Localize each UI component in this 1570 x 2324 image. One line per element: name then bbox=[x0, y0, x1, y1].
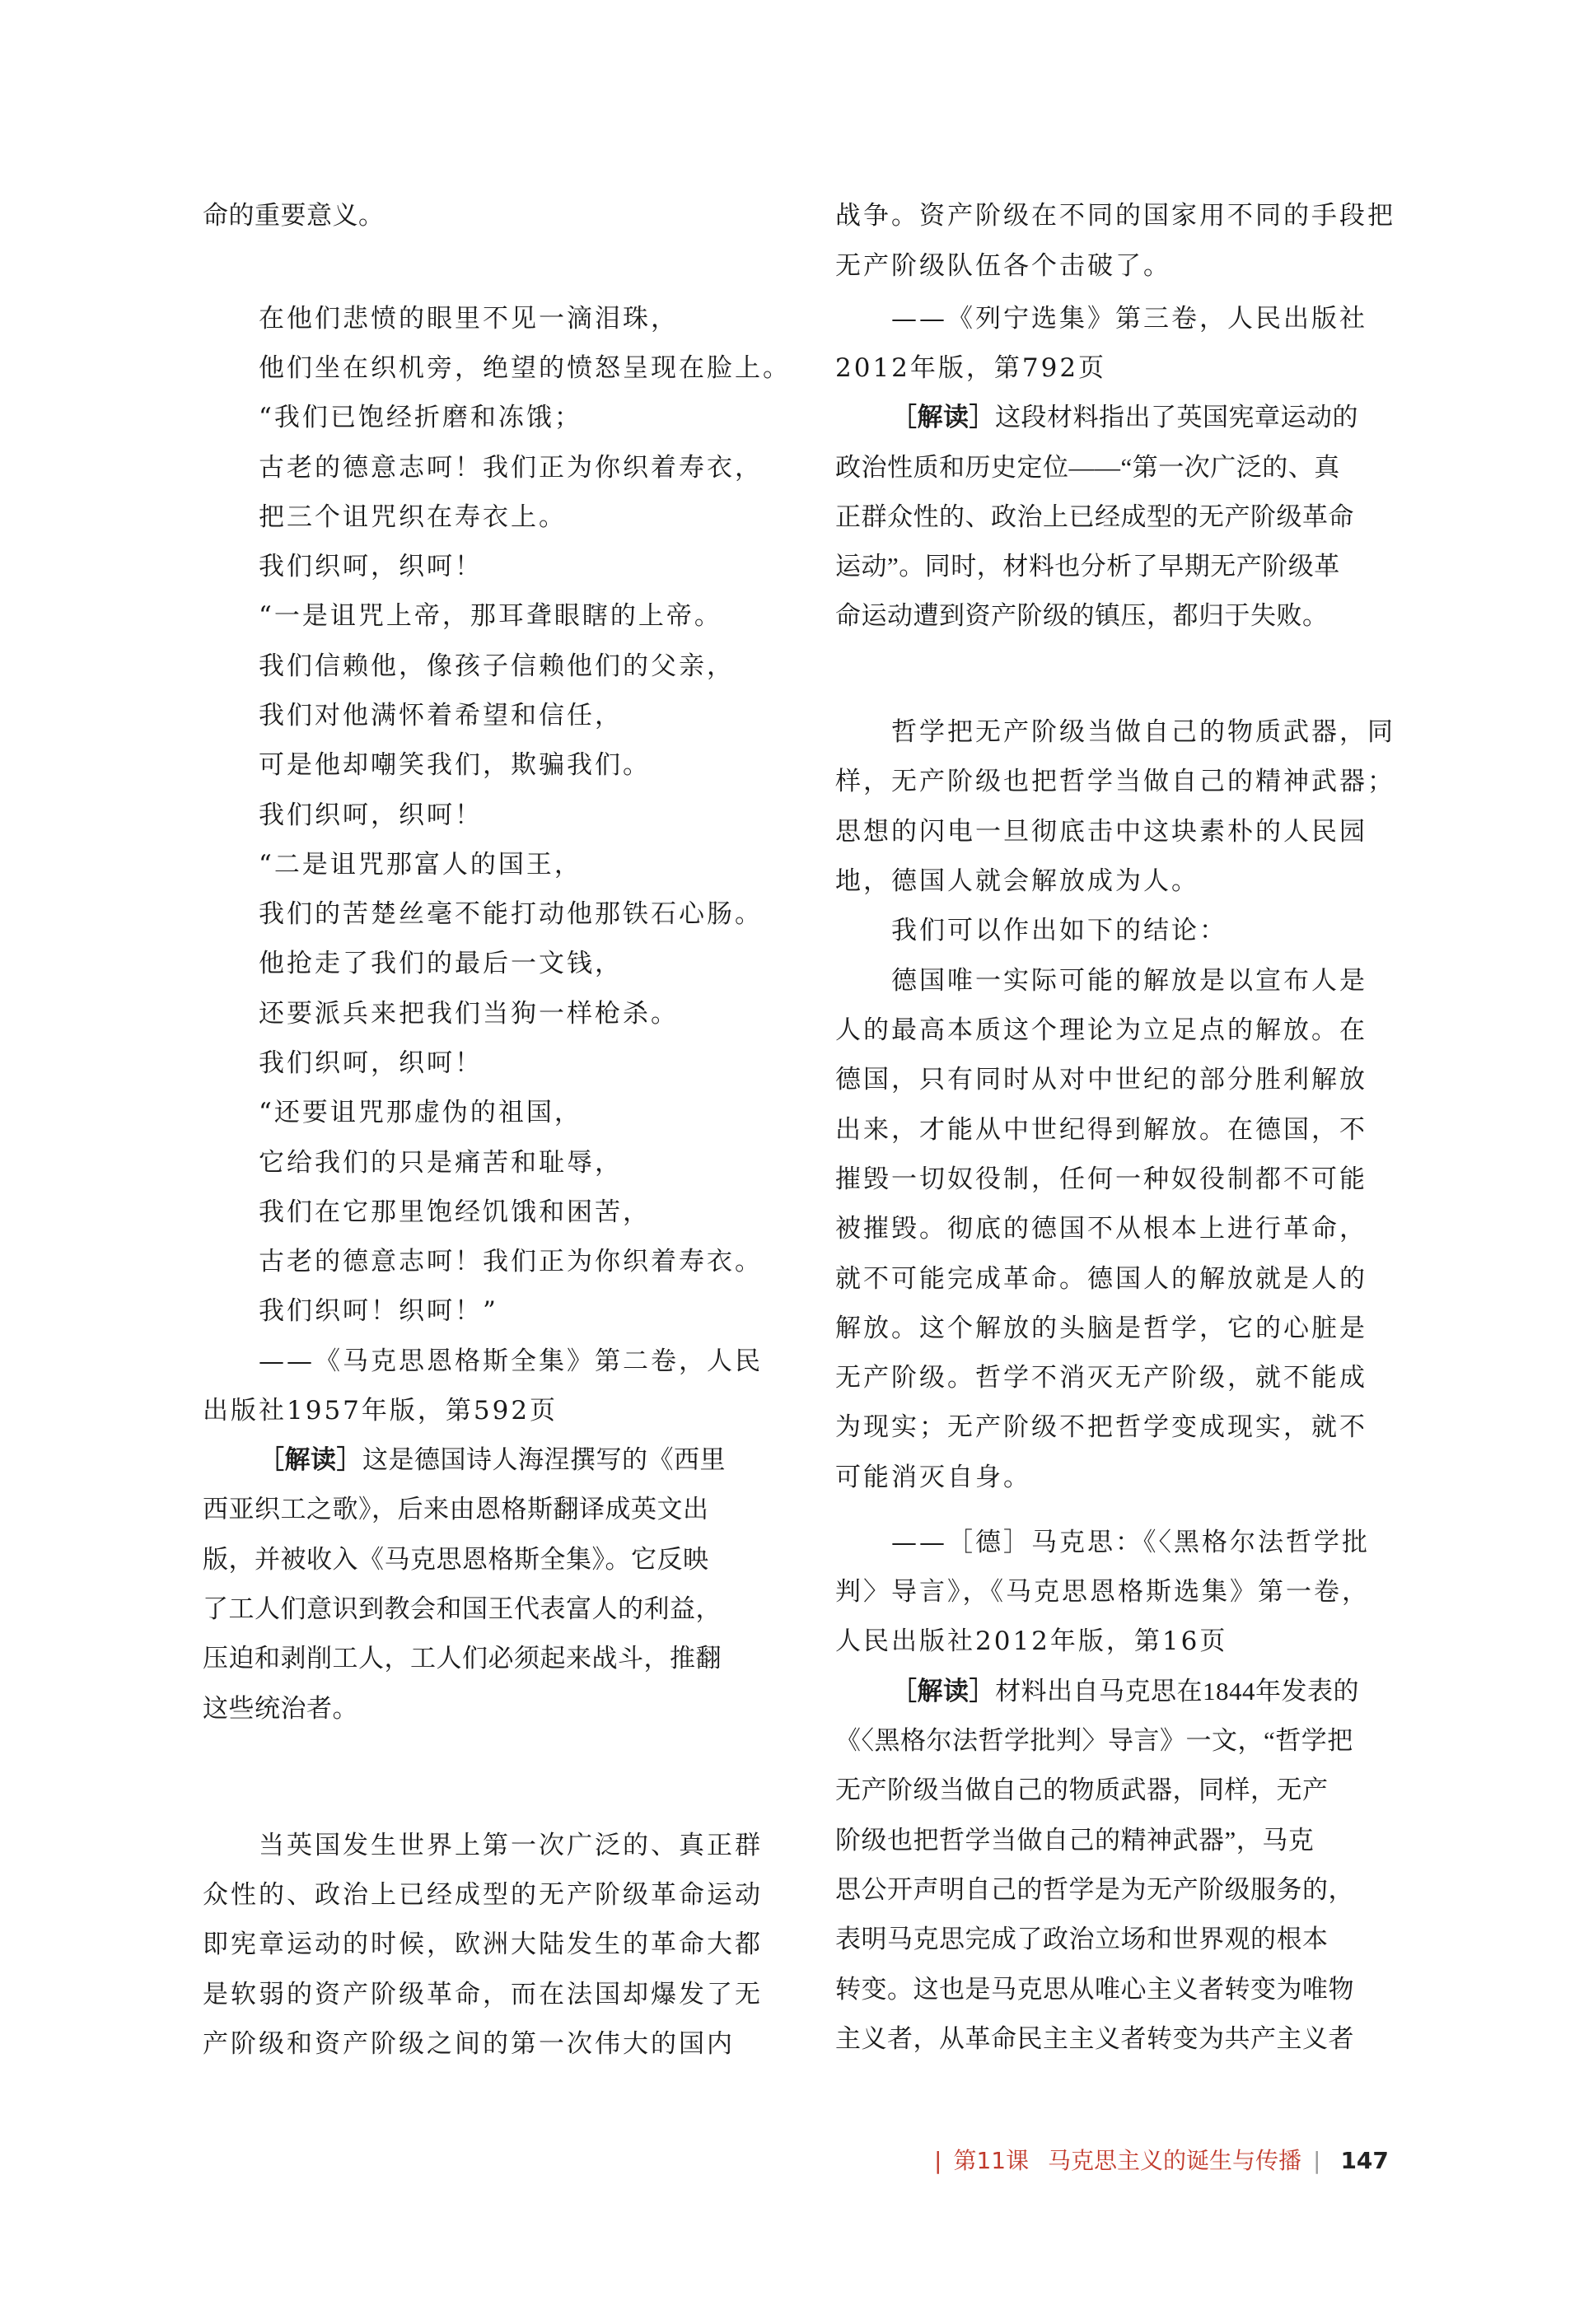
footer-divider: | bbox=[1313, 2147, 1321, 2174]
poem-line: 我们织呵，织呵！ bbox=[259, 552, 483, 581]
poem-line: 我们对他满怀着希望和信任， bbox=[259, 701, 623, 730]
poem-line: 我们织呵！织呵！” bbox=[259, 1296, 498, 1326]
reading-line: 压迫和剥削工人，工人们必须起来战斗，推翻 bbox=[203, 1644, 722, 1673]
quote-line: 众性的、政治上已经成型的无产阶级革命运动 bbox=[203, 1880, 763, 1910]
source-citation: ——《马克思恩格斯全集》第二卷，人民 bbox=[259, 1346, 763, 1376]
quote-line: 产阶级和资产阶级之间的第一次伟大的国内 bbox=[203, 2029, 735, 2059]
quote-line: 人的最高本质这个理论为立足点的解放。在 bbox=[835, 1015, 1367, 1045]
source-citation: 判〉导言》，《马克思恩格斯选集》第一卷， bbox=[835, 1577, 1370, 1607]
reading-line: 版，并被收入《马克思恩格斯全集》。它反映 bbox=[203, 1545, 709, 1574]
poem-line: 他们坐在织机旁，绝望的愤怒呈现在脸上。 bbox=[259, 353, 791, 383]
poem-line: 我们织呵，织呵！ bbox=[259, 800, 483, 830]
poem-line: “我们已饱经折磨和冻饿； bbox=[259, 403, 582, 432]
quote-line: 我们可以作出如下的结论： bbox=[891, 916, 1227, 945]
reading-line: 正群众性的、政治上已经成型的无产阶级革命 bbox=[835, 502, 1354, 531]
reading-line: 运动”。同时，材料也分析了早期无产阶级革 bbox=[835, 552, 1340, 581]
source-citation: ——［德］马克思：《〈黑格尔法哲学批 bbox=[891, 1528, 1370, 1557]
quote-line: 样，无产阶级也把哲学当做自己的精神武器； bbox=[835, 767, 1395, 796]
quote-line: 摧毁一切奴役制，任何一种奴役制都不可能 bbox=[835, 1164, 1367, 1194]
reading-line: 《〈黑格尔法哲学批判〉导言》一文，“哲学把 bbox=[835, 1726, 1353, 1755]
quote-line: 思想的闪电一旦彻底击中这块素朴的人民园 bbox=[835, 817, 1367, 847]
quote-line: 被摧毁。彻底的德国不从根本上进行革命， bbox=[835, 1214, 1367, 1244]
quote-line: 可能消灭自身。 bbox=[835, 1463, 1031, 1492]
reading-line: 转变。这也是马克思从唯心主义者转变为唯物 bbox=[835, 1975, 1354, 2004]
reading-line: 了工人们意识到教会和国王代表富人的利益， bbox=[203, 1594, 722, 1623]
reading-line: 阶级也把哲学当做自己的精神武器”，马克 bbox=[835, 1826, 1315, 1855]
poem-line: 它给我们的只是痛苦和耻辱， bbox=[259, 1148, 623, 1178]
reading-line: 表明马克思完成了政治立场和世界观的根本 bbox=[835, 1925, 1329, 1953]
quote-line: 德国唯一实际可能的解放是以宣布人是 bbox=[891, 966, 1367, 996]
text-line: 命的重要意义。 bbox=[203, 201, 385, 230]
page-footer bbox=[923, 2144, 1389, 2177]
reading-label: ［解读］ bbox=[891, 1677, 995, 1706]
quote-line: 哲学把无产阶级当做自己的物质武器，同 bbox=[891, 717, 1395, 747]
source-citation: ——《列宁选集》第三卷，人民出版社 bbox=[891, 304, 1367, 334]
quote-line: 就不可能完成革命。德国人的解放就是人的 bbox=[835, 1264, 1367, 1294]
reading-line: 这些统治者。 bbox=[203, 1694, 358, 1723]
quote-line: 是软弱的资产阶级革命，而在法国却爆发了无 bbox=[203, 1980, 763, 2009]
reading-line: ［解读］这段材料指出了英国宪章运动的 bbox=[891, 403, 1358, 432]
reading-line: 无产阶级当做自己的物质武器，同样，无产 bbox=[835, 1776, 1329, 1804]
reading-line: 政治性质和历史定位——“第一次广泛的、真 bbox=[835, 453, 1340, 482]
poem-line: “一是诅咒上帝，那耳聋眼瞎的上帝。 bbox=[259, 601, 722, 631]
poem-line: 我们在它那里饱经饥饿和困苦， bbox=[259, 1197, 651, 1227]
poem-line: 还要派兵来把我们当狗一样枪杀。 bbox=[259, 999, 679, 1029]
poem-line: 在他们悲愤的眼里不见一滴泪珠， bbox=[259, 304, 679, 334]
reading-line: 命运动遭到资产阶级的镇压，都归于失败。 bbox=[835, 601, 1329, 630]
reading-line: 西亚织工之歌》，后来由恩格斯翻译成英文出 bbox=[203, 1495, 709, 1524]
reading-line: ［解读］材料出自马克思在1844年发表的 bbox=[891, 1677, 1359, 1706]
reading-line: 主义者，从革命民主主义者转变为共产主义者 bbox=[835, 2024, 1354, 2053]
poem-line: 他抢走了我们的最后一文钱， bbox=[259, 949, 623, 978]
reading-label: ［解读］ bbox=[891, 403, 995, 432]
poem-line: “二是诅咒那富人的国王， bbox=[259, 850, 582, 880]
poem-line: 古老的德意志呵！我们正为你织着寿衣， bbox=[259, 453, 763, 483]
poem-line: 可是他却嘲笑我们，欺骗我们。 bbox=[259, 750, 651, 780]
poem-line: 古老的德意志呵！我们正为你织着寿衣。 bbox=[259, 1247, 763, 1276]
quote-line: 出来，才能从中世纪得到解放。在德国，不 bbox=[835, 1115, 1367, 1145]
footer-divider: | bbox=[934, 2147, 942, 2174]
poem-line: 我们信赖他，像孩子信赖他们的父亲， bbox=[259, 651, 735, 681]
lesson-number: 第11课 bbox=[953, 2147, 1030, 2174]
quote-line: 地，德国人就会解放成为人。 bbox=[835, 866, 1199, 896]
source-citation: 出版社1957年版，第592页 bbox=[203, 1396, 558, 1426]
quote-line: 无产阶级队伍各个击破了。 bbox=[835, 251, 1171, 281]
poem-line: 把三个诅咒织在寿衣上。 bbox=[259, 502, 567, 532]
quote-line: 当英国发生世界上第一次广泛的、真正群 bbox=[259, 1831, 763, 1860]
quote-line: 即宪章运动的时候，欧洲大陆发生的革命大都 bbox=[203, 1930, 763, 1959]
quote-line: 战争。资产阶级在不同的国家用不同的手段把 bbox=[835, 201, 1395, 231]
reading-line: ［解读］这是德国诗人海涅撰写的《西里 bbox=[259, 1445, 726, 1474]
source-citation: 人民出版社2012年版，第16页 bbox=[835, 1626, 1228, 1656]
poem-line: 我们织呵，织呵！ bbox=[259, 1048, 483, 1078]
lesson-title: 马克思主义的诞生与传播 bbox=[1047, 2147, 1301, 2174]
poem-line: 我们的苦楚丝毫不能打动他那铁石心肠。 bbox=[259, 899, 763, 929]
quote-line: 德国，只有同时从对中世纪的部分胜利解放 bbox=[835, 1065, 1367, 1094]
source-citation: 2012年版，第792页 bbox=[835, 353, 1107, 383]
reading-line: 思公开声明自己的哲学是为无产阶级服务的， bbox=[835, 1875, 1354, 1904]
quote-line: 无产阶级。哲学不消灭无产阶级，就不能成 bbox=[835, 1363, 1367, 1393]
reading-label: ［解读］ bbox=[259, 1445, 362, 1474]
quote-line: 解放。这个解放的头脑是哲学，它的心脏是 bbox=[835, 1314, 1367, 1343]
poem-line: “还要诅咒那虚伪的祖国， bbox=[259, 1098, 582, 1127]
page-number: 147 bbox=[1340, 2147, 1389, 2174]
quote-line: 为现实；无产阶级不把哲学变成现实，就不 bbox=[835, 1412, 1367, 1442]
